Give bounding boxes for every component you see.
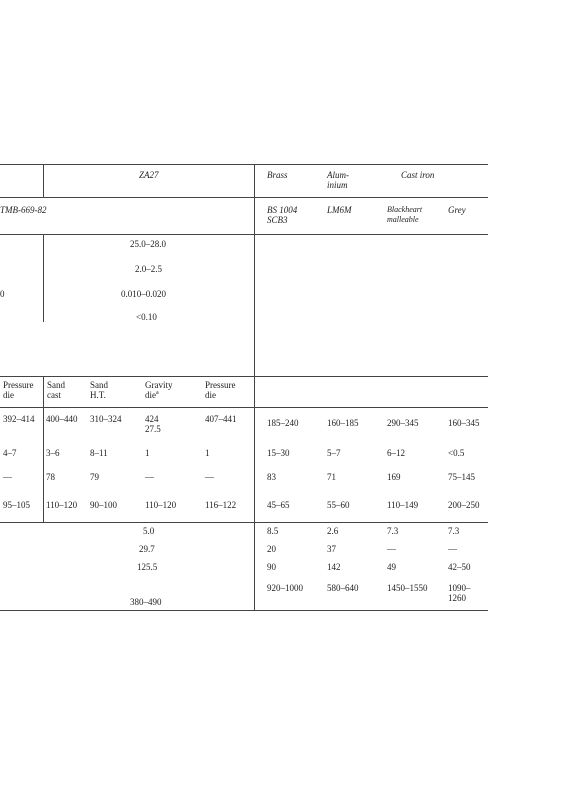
cell: 79 [90, 472, 99, 482]
cell: 15–30 [267, 448, 290, 458]
physical-rule [0, 522, 488, 523]
cell: 200–250 [448, 500, 480, 510]
cell: 71 [327, 472, 336, 482]
cell: 110–120 [145, 500, 177, 510]
cell: 1 [205, 448, 210, 458]
process-sand-ht: Sand H.T. [90, 380, 108, 400]
cell: 20 [267, 544, 276, 554]
cell: — [387, 544, 396, 554]
process-pressure-die: Pressure die [3, 380, 34, 400]
cell: 55–60 [327, 500, 350, 510]
cell: <0.5 [448, 448, 465, 458]
aluminium-spec: LM6M [327, 205, 352, 215]
left-divider-2 [43, 234, 44, 322]
za27-header: ZA27 [139, 170, 159, 180]
cell: 90 [267, 562, 276, 572]
spec-rule [0, 197, 488, 198]
cell: 290–345 [387, 418, 419, 428]
cell: 110–120 [46, 500, 78, 510]
cell: 5–7 [327, 448, 341, 458]
process-bottom-rule [0, 407, 488, 408]
spec-bottom-rule [0, 234, 488, 235]
cell: 392–414 [3, 414, 35, 424]
cell: 6–12 [387, 448, 405, 458]
cell: 95–105 [3, 500, 30, 510]
composition-iron: <0.10 [136, 312, 157, 322]
cast-iron-header: Cast iron [401, 170, 435, 180]
cell: 49 [387, 562, 396, 572]
cell: 29.7 [139, 544, 155, 554]
cell: 3–6 [46, 448, 60, 458]
process-rule [0, 376, 488, 377]
cell: 920–1000 [267, 583, 303, 593]
cell: 42–50 [448, 562, 471, 572]
grey-spec: Grey [448, 205, 466, 215]
cell: 125.5 [137, 562, 158, 572]
cell: 142 [327, 562, 341, 572]
cell: 83 [267, 472, 276, 482]
cell: 8–11 [90, 448, 108, 458]
blackheart-spec: Blackheart malleable [387, 205, 423, 224]
brass-spec: BS 1004 SCB3 [267, 205, 298, 225]
cell: 90–100 [90, 500, 117, 510]
top-rule [0, 164, 488, 165]
cell: 1450–1550 [387, 583, 428, 593]
composition-partial: 0 [0, 289, 5, 299]
process-pressure-die-2: Pressure die [205, 380, 236, 400]
cell: 7.3 [448, 526, 460, 536]
cell: 310–324 [90, 414, 122, 424]
bottom-rule [0, 610, 488, 611]
cell: 5.0 [143, 526, 155, 536]
main-divider [254, 164, 255, 611]
cell: 380–490 [130, 597, 162, 607]
cell: 2.6 [327, 526, 339, 536]
cell: — [145, 472, 154, 482]
cell: — [448, 544, 457, 554]
cell: 7.3 [387, 526, 399, 536]
brass-header: Brass [267, 170, 288, 180]
cell: 8.5 [267, 526, 279, 536]
cell: 78 [46, 472, 55, 482]
cell: 407–441 [205, 414, 237, 424]
composition-copper: 2.0–2.5 [135, 264, 162, 274]
cell: — [205, 472, 214, 482]
cell: 110–149 [387, 500, 419, 510]
left-divider [43, 164, 44, 197]
cell: 424 27.5 [145, 414, 161, 434]
cell: 400–440 [46, 414, 78, 424]
cell: 75–145 [448, 472, 475, 482]
cell: 1090– 1260 [448, 583, 471, 603]
cell: 116–122 [205, 500, 237, 510]
composition-aluminium: 25.0–28.0 [130, 239, 166, 249]
cell: 169 [387, 472, 401, 482]
cell: 37 [327, 544, 336, 554]
cell: 4–7 [3, 448, 17, 458]
process-gravity-die: Gravity die$^a$ [145, 380, 173, 400]
spec-partial: TMB-669-82 [0, 205, 47, 215]
aluminium-header: Alum- inium [327, 170, 349, 190]
cell: 160–185 [327, 418, 359, 428]
process-divider [43, 376, 44, 522]
cell: 160–345 [448, 418, 480, 428]
cell: 185–240 [267, 418, 299, 428]
composition-magnesium: 0.010–0.020 [121, 289, 166, 299]
cell: 45–65 [267, 500, 290, 510]
cell: — [3, 472, 12, 482]
cell: 1 [145, 448, 150, 458]
process-sand-cast: Sand cast [47, 380, 65, 400]
cell: 580–640 [327, 583, 359, 593]
